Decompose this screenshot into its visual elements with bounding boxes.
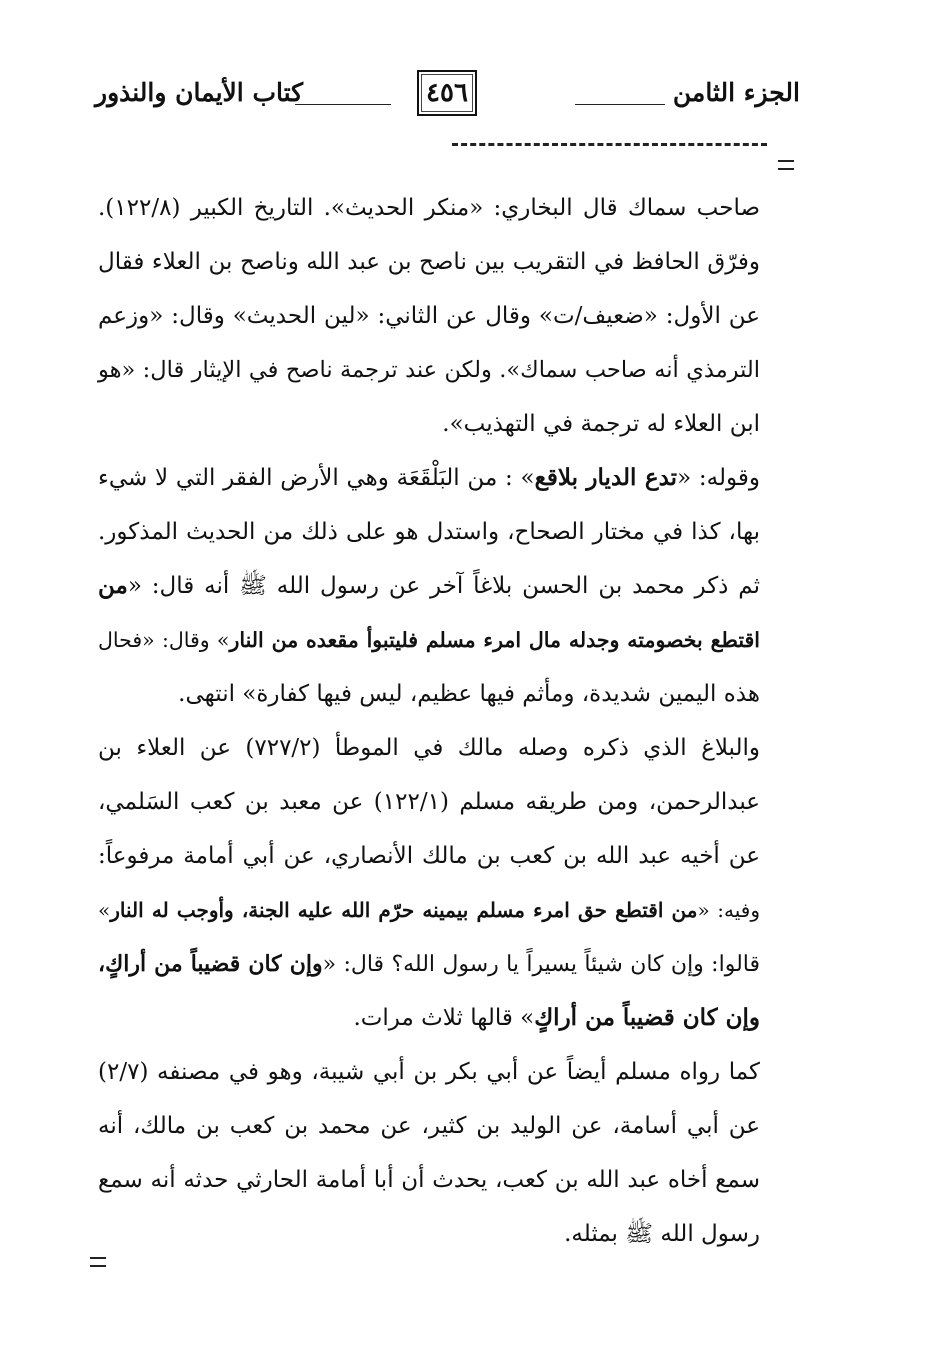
continuation-mark-bottom (90, 1257, 106, 1267)
text-line: عبدالرحمن، ومن طريقه مسلم (١٢٢/١) عن معبد بن كعب السَلمي، (98, 789, 760, 815)
text-line: هذه اليمين شديدة، ومأثم فيها عظيم، ليس فيها كفارة» انتهى. (178, 681, 760, 707)
running-header (95, 70, 800, 124)
text-line: وإن كان قضيباً من أراكٍ» قالها ثلاث مرات. (353, 1004, 760, 1031)
text-line: ثم ذكر محمد بن الحسن بلاغاً آخر عن رسول الله ﷺ أنه قال: «من (98, 572, 760, 599)
text-line: سمع أخاه عبد الله بن كعب، يحدث أن أبا أمامة الحارثي حدثه أنه سمع (98, 1167, 760, 1193)
header-part-label: الجزء الثامن (672, 78, 800, 107)
text-line: قالوا: وإن كان شيئاً يسيراً يا رسول الله؟ قال: «وإن كان قضيباً من أراكٍ، (98, 951, 760, 977)
bold-quote: وإن كان قضيباً من أراكٍ (534, 1004, 760, 1031)
header-dashed-rule (452, 143, 767, 146)
text-line: كما رواه مسلم أيضاً عن أبي بكر بن أبي شيبة، وهو في مصنفه (٢/٧) (98, 1059, 760, 1085)
bold-quote: من (98, 572, 128, 599)
text-line: عن الأول: «ضعيف/ت» وقال عن الثاني: «لين الحديث» وقال: «وزعم (98, 303, 760, 329)
bold-quote: اقتطع بخصومته وجدله مال امرء مسلم فليتبوأ مقعده من النار (229, 628, 760, 652)
text-line: عن أخيه عبد الله بن كعب بن مالك الأنصاري، عن أبي أمامة مرفوعاً: (98, 843, 760, 869)
text-line: صاحب سماك قال البخاري: «منكر الحديث». التاريخ الكبير (١٢٢/٨). (98, 195, 760, 221)
bold-quote: من اقتطع حق امرء مسلم بيمينه حرّم الله عليه الجنة، وأوجب له النار (110, 898, 698, 922)
page-number: ٤٥٦ (417, 70, 477, 116)
text-line: ابن العلاء له ترجمة في التهذيب». (442, 411, 760, 437)
text-line: بها، كذا في مختار الصحاح، واستدل هو على ذلك من الحديث المذكور. (98, 519, 760, 545)
text-line: الترمذي أنه صاحب سماك». ولكن عند ترجمة ناصح في الإيثار قال: «هو (98, 357, 760, 383)
bold-quote: وإن كان قضيباً من أراكٍ، (98, 951, 323, 977)
text-line: وفيه: «من اقتطع حق امرء مسلم بيمينه حرّم الله عليه الجنة، وأوجب له النار» (98, 898, 760, 922)
text-line: والبلاغ الذي ذكره وصله مالك في الموطأ (٧٢٧/٢) عن العلاء بن (98, 735, 760, 761)
header-book-title: كتاب الأيمان والنذور (95, 78, 304, 107)
continuation-mark-top (778, 160, 794, 170)
bold-quote: تدع الديار بلاقع (534, 464, 678, 491)
header-rule-right (575, 104, 665, 105)
header-rule-left (295, 104, 391, 105)
text-line: رسول الله ﷺ بمثله. (564, 1221, 760, 1247)
text-line: وفرّق الحافظ في التقريب بين ناصح بن عبد الله وناصح بن العلاء فقال (98, 249, 760, 275)
text-line: وقوله: «تدع الديار بلاقع» : من البَلْقَعَة وهي الأرض الفقر التي لا شيء (98, 464, 760, 491)
page-body (98, 181, 760, 1261)
text-line: اقتطع بخصومته وجدله مال امرء مسلم فليتبوأ مقعده من النار» وقال: «فحال (98, 628, 760, 652)
text-line: عن أبي أسامة، عن الوليد بن كثير، عن محمد بن كعب بن مالك، أنه (98, 1113, 760, 1139)
